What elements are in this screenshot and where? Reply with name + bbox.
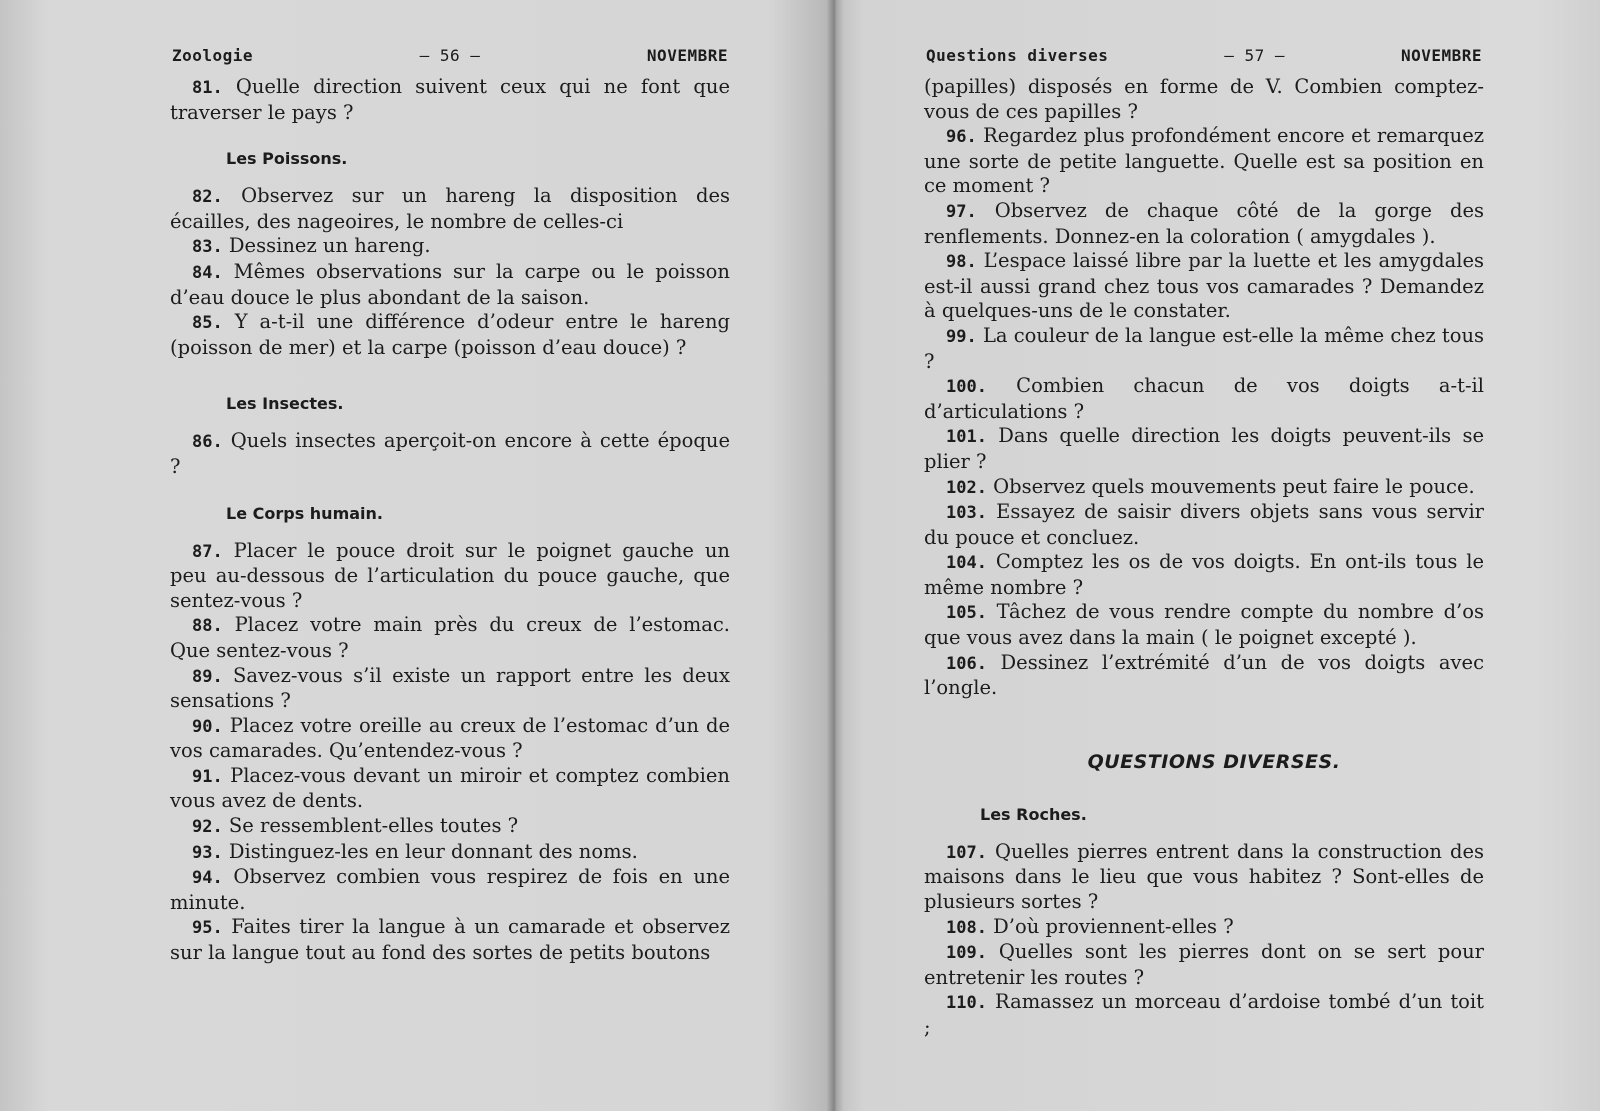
- question-94: 94. Observez combien vous respirez de fois en une minute.: [170, 865, 730, 914]
- question-88: 88. Placez votre main près du creux de l’estomac. Que sentez-vous ?: [170, 613, 731, 662]
- question-97: 97. Observez de chaque côté de la gorge des renflements. Donnez-en la coloration ( amygdales ).: [924, 198, 1484, 248]
- question-109: 109. Quelles sont les pierres dont on se sert pour entretenir les routes ?: [924, 940, 1484, 989]
- running-head: [924, 46, 1484, 65]
- page-number: — 56 —: [419, 46, 481, 65]
- page-number: — 57 —: [1224, 46, 1286, 65]
- section-title: QUESTIONS DIVERSES.: [1087, 750, 1341, 773]
- right-page-text: [924, 75, 1484, 1041]
- month-label: NOVEMBRE: [1400, 46, 1482, 65]
- question-89: 89. Savez-vous s’il existe un rapport entre les deux sensations ?: [170, 663, 730, 713]
- book-gutter: [826, 0, 844, 1111]
- right-page: [924, 46, 1484, 1041]
- question-101: 101. Dans quelle direction les doigts peuvent-ils se plier ?: [924, 424, 1485, 473]
- question-110: 110. Ramassez un morceau d’ardoise tombé d’un toit ;: [924, 990, 1484, 1039]
- question-87: 87. Placer le pouce droit sur le poignet gauche un peu au-dessous de l’articulation du pouce gauche, que sentez-vous ?: [170, 538, 730, 612]
- question-102: 102. Observez quels mouvements peut faire le pouce.: [946, 474, 1475, 498]
- question-95: 95. Faites tirer la langue à un camarade et observez sur la langue tout au fond des sortes de petits boutons: [170, 915, 730, 965]
- running-head: [170, 46, 730, 65]
- question-85: 85. Y a-t-il une différence d’odeur entre le hareng (poisson de mer) et la carpe (poisson d’eau douce) ?: [170, 310, 731, 359]
- question-108: 108. D’où proviennent-elles ?: [946, 914, 1234, 938]
- subhead-insectes: Les Insectes.: [226, 394, 344, 414]
- left-page: [170, 46, 730, 966]
- question-104: 104. Comptez les os de vos doigts. En ont-ils tous le même nombre ?: [924, 550, 1484, 599]
- question-92: 92. Se ressemblent-elles toutes ?: [192, 814, 519, 838]
- question-90: 90. Placez votre oreille au creux de l’estomac d’un de vos camarades. Qu’entendez-vous ?: [170, 713, 731, 763]
- question-93: 93. Distinguez-les en leur donnant des noms.: [192, 839, 638, 863]
- question-105: 105. Tâchez de vous rendre compte du nombre d’os que vous avez dans la main ( le poignet excepté ).: [924, 600, 1484, 650]
- subhead-poissons: Les Poissons.: [226, 149, 348, 169]
- question-84: 84. Mêmes observations sur la carpe ou le poisson d’eau douce le plus abondant de la saison.: [170, 259, 730, 309]
- question-86: 86. Quels insectes aperçoit-on encore à cette époque ?: [170, 429, 730, 478]
- question-107: 107. Quelles pierres entrent dans la construction des maisons dans le lieu que vous habitez ? Sont-elles de plusieurs sortes ?: [924, 839, 1484, 914]
- question-82: 82. Observez sur un hareng la disposition des écailles, des nageoires, le nombre de celles-ci: [170, 184, 730, 233]
- left-page-text: [170, 75, 730, 966]
- question-103: 103. Essayez de saisir divers objets sans vous servir du pouce et concluez.: [924, 500, 1484, 549]
- question-106: 106. Dessinez l’extrémité d’un de vos doigts avec l’ongle.: [924, 650, 1484, 700]
- question-100: 100. Combien chacun de vos doigts a-t-il d’articulations ?: [924, 374, 1485, 423]
- question-91: 91. Placez-vous devant un miroir et comptez combien vous avez de dents.: [170, 763, 730, 813]
- section-name: Questions diverses: [926, 46, 1109, 65]
- question-99: 99. La couleur de la langue est-elle la même chez tous ?: [924, 323, 1485, 373]
- subhead-roches: Les Roches.: [980, 804, 1087, 824]
- month-label: NOVEMBRE: [646, 46, 728, 65]
- subhead-corps-humain: Le Corps humain.: [226, 503, 383, 523]
- question-83: 83. Dessinez un hareng.: [192, 234, 431, 258]
- section-name: Zoologie: [172, 46, 254, 65]
- question-98: 98. L’espace laissé libre par la luette et les amygdales est-il aussi grand chez tous vos camarades ? Demandez à quelques-uns de le constater.: [924, 249, 1484, 323]
- question-96: 96. Regardez plus profondément encore et remarquez une sorte de petite languette. Quelle est sa position en ce moment ?: [924, 124, 1485, 198]
- question-81: 81. Quelle direction suivent ceux qui ne font que traverser le pays ?: [170, 75, 730, 124]
- question-95-continued: (papilles) disposés en forme de V. Combien comptez-vous de ces papilles ?: [924, 75, 1484, 123]
